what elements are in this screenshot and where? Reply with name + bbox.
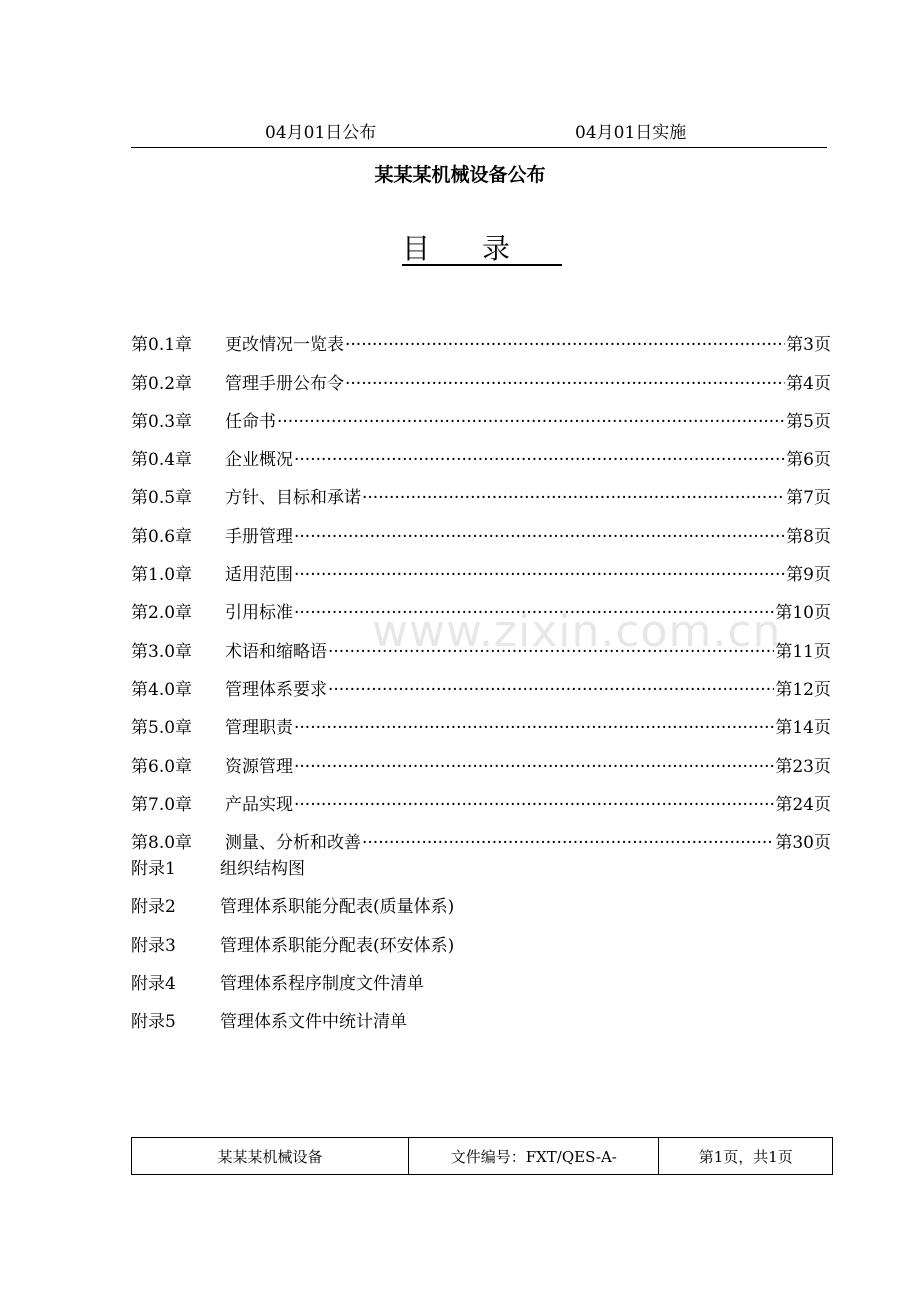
appendix-number: 附录2 bbox=[131, 897, 176, 918]
appendix-title: 管理体系职能分配表(环安体系) bbox=[220, 935, 455, 956]
toc-entry-number: 第0.2章 bbox=[131, 373, 193, 394]
toc-entry-number: 第5.0章 bbox=[131, 718, 193, 739]
toc-entry-number: 第1.0章 bbox=[131, 565, 193, 586]
toc-entry-page: 第9页 bbox=[786, 565, 831, 586]
appendix-title: 管理体系程序制度文件清单 bbox=[220, 973, 424, 994]
toc-entry[interactable] bbox=[131, 550, 831, 588]
toc-entry-title: 更改情况一览表 bbox=[225, 335, 344, 356]
toc-leader-dots bbox=[277, 409, 785, 435]
toc-entry-number: 第7.0章 bbox=[131, 794, 193, 815]
toc-entry-title: 手册管理 bbox=[225, 526, 293, 547]
toc-entry[interactable] bbox=[131, 780, 831, 818]
toc-entry-title: 方针、目标和承诺 bbox=[225, 488, 361, 509]
toc-entry[interactable] bbox=[131, 320, 831, 358]
appendix-number: 附录3 bbox=[131, 935, 176, 956]
toc-entry-title: 管理职责 bbox=[225, 718, 293, 739]
toc-heading-text: 目录 bbox=[401, 232, 562, 265]
toc-entry[interactable] bbox=[131, 818, 831, 856]
toc-entry[interactable] bbox=[131, 588, 831, 626]
toc-entry-page: 第3页 bbox=[786, 335, 831, 356]
toc-entry[interactable] bbox=[131, 703, 831, 741]
toc-entry-title: 管理手册公布令 bbox=[225, 373, 344, 394]
toc-entry-number: 第0.5章 bbox=[131, 488, 193, 509]
toc-entry-title: 产品实现 bbox=[225, 794, 293, 815]
appendix-title: 组织结构图 bbox=[220, 859, 305, 879]
toc-leader-dots bbox=[294, 562, 785, 588]
toc-entry-page: 第6页 bbox=[786, 450, 831, 471]
toc-entry-title: 测量、分析和改善 bbox=[225, 833, 361, 854]
publish-date: 04月01日公布 bbox=[265, 123, 377, 143]
toc-entry-page: 第23页 bbox=[775, 756, 831, 777]
appendix-title: 管理体系文件中统计清单 bbox=[220, 1012, 407, 1033]
toc-entry-page: 第5页 bbox=[786, 411, 831, 432]
appendix-number: 附录5 bbox=[131, 1012, 176, 1033]
toc-entry-number: 第6.0章 bbox=[131, 756, 193, 777]
toc-heading bbox=[0, 227, 920, 267]
toc-entry-number: 第0.6章 bbox=[131, 526, 193, 547]
toc-entry[interactable] bbox=[131, 397, 831, 435]
toc-leader-dots bbox=[345, 371, 785, 397]
toc-entry-title: 引用标准 bbox=[225, 603, 293, 624]
toc-entry[interactable] bbox=[131, 435, 831, 473]
toc-entry[interactable] bbox=[131, 511, 831, 549]
toc-entry-page: 第11页 bbox=[775, 641, 831, 662]
footer-table bbox=[131, 1137, 833, 1175]
toc-entry-page: 第10页 bbox=[775, 603, 831, 624]
toc-entry-page: 第12页 bbox=[775, 679, 831, 700]
toc-leader-dots bbox=[294, 715, 774, 741]
toc-entry[interactable] bbox=[131, 473, 831, 511]
toc-entry-number: 第0.4章 bbox=[131, 450, 193, 471]
toc-leader-dots bbox=[294, 524, 785, 550]
toc-entry-number: 第8.0章 bbox=[131, 833, 193, 854]
footer-doc-number: 文件编号：FXT/QES-A- bbox=[409, 1138, 659, 1175]
toc-entry[interactable] bbox=[131, 626, 831, 664]
toc-leader-dots bbox=[362, 830, 774, 856]
toc-entry[interactable] bbox=[131, 665, 831, 703]
company-title: 某某某机械设备公布 bbox=[374, 164, 546, 186]
toc-entry-number: 第4.0章 bbox=[131, 679, 193, 700]
toc-entry-page: 第8页 bbox=[786, 526, 831, 547]
appendix-entry[interactable] bbox=[131, 933, 831, 971]
appendix-entry[interactable] bbox=[131, 1009, 831, 1047]
toc-entry-title: 适用范围 bbox=[225, 565, 293, 586]
toc-leader-dots bbox=[328, 677, 774, 703]
toc-entry[interactable] bbox=[131, 741, 831, 779]
toc-entry-title: 任命书 bbox=[225, 411, 276, 432]
toc-entry-page: 第30页 bbox=[775, 833, 831, 854]
footer-company: 某某某机械设备 bbox=[132, 1138, 409, 1175]
watermark: www.zixin.com.cn bbox=[372, 606, 782, 657]
toc-leader-dots bbox=[362, 485, 785, 511]
toc-entry-title: 管理体系要求 bbox=[225, 679, 327, 700]
toc-leader-dots bbox=[294, 754, 774, 780]
appendix-entry[interactable] bbox=[131, 971, 831, 1009]
toc-leader-dots bbox=[294, 447, 785, 473]
toc-leader-dots bbox=[294, 792, 774, 818]
toc-entry-page: 第4页 bbox=[786, 373, 831, 394]
footer-page-info: 第1页，共1页 bbox=[659, 1138, 833, 1175]
toc-entry-page: 第14页 bbox=[775, 718, 831, 739]
implement-date: 04月01日实施 bbox=[575, 123, 687, 143]
toc-entry-page: 第7页 bbox=[786, 488, 831, 509]
toc-leader-dots bbox=[345, 332, 785, 358]
toc-entry-title: 资源管理 bbox=[225, 756, 293, 777]
toc-entry-number: 第0.3章 bbox=[131, 411, 193, 432]
appendix-entry[interactable] bbox=[131, 856, 831, 894]
toc-leader-dots bbox=[294, 600, 774, 626]
toc-list bbox=[131, 320, 831, 856]
appendix-entry[interactable] bbox=[131, 894, 831, 932]
toc-entry-number: 第3.0章 bbox=[131, 641, 193, 662]
toc-entry-number: 第0.1章 bbox=[131, 335, 193, 356]
appendix-list bbox=[131, 856, 831, 1047]
toc-entry-number: 第2.0章 bbox=[131, 603, 193, 624]
toc-entry-title: 术语和缩略语 bbox=[225, 641, 327, 662]
toc-entry-title: 企业概况 bbox=[225, 450, 293, 471]
appendix-number: 附录1 bbox=[131, 859, 176, 879]
toc-entry-page: 第24页 bbox=[775, 794, 831, 815]
toc-entry[interactable] bbox=[131, 358, 831, 396]
appendix-title: 管理体系职能分配表(质量体系) bbox=[220, 897, 455, 918]
appendix-number: 附录4 bbox=[131, 973, 176, 994]
header-divider bbox=[131, 147, 827, 148]
toc-leader-dots bbox=[328, 639, 774, 665]
